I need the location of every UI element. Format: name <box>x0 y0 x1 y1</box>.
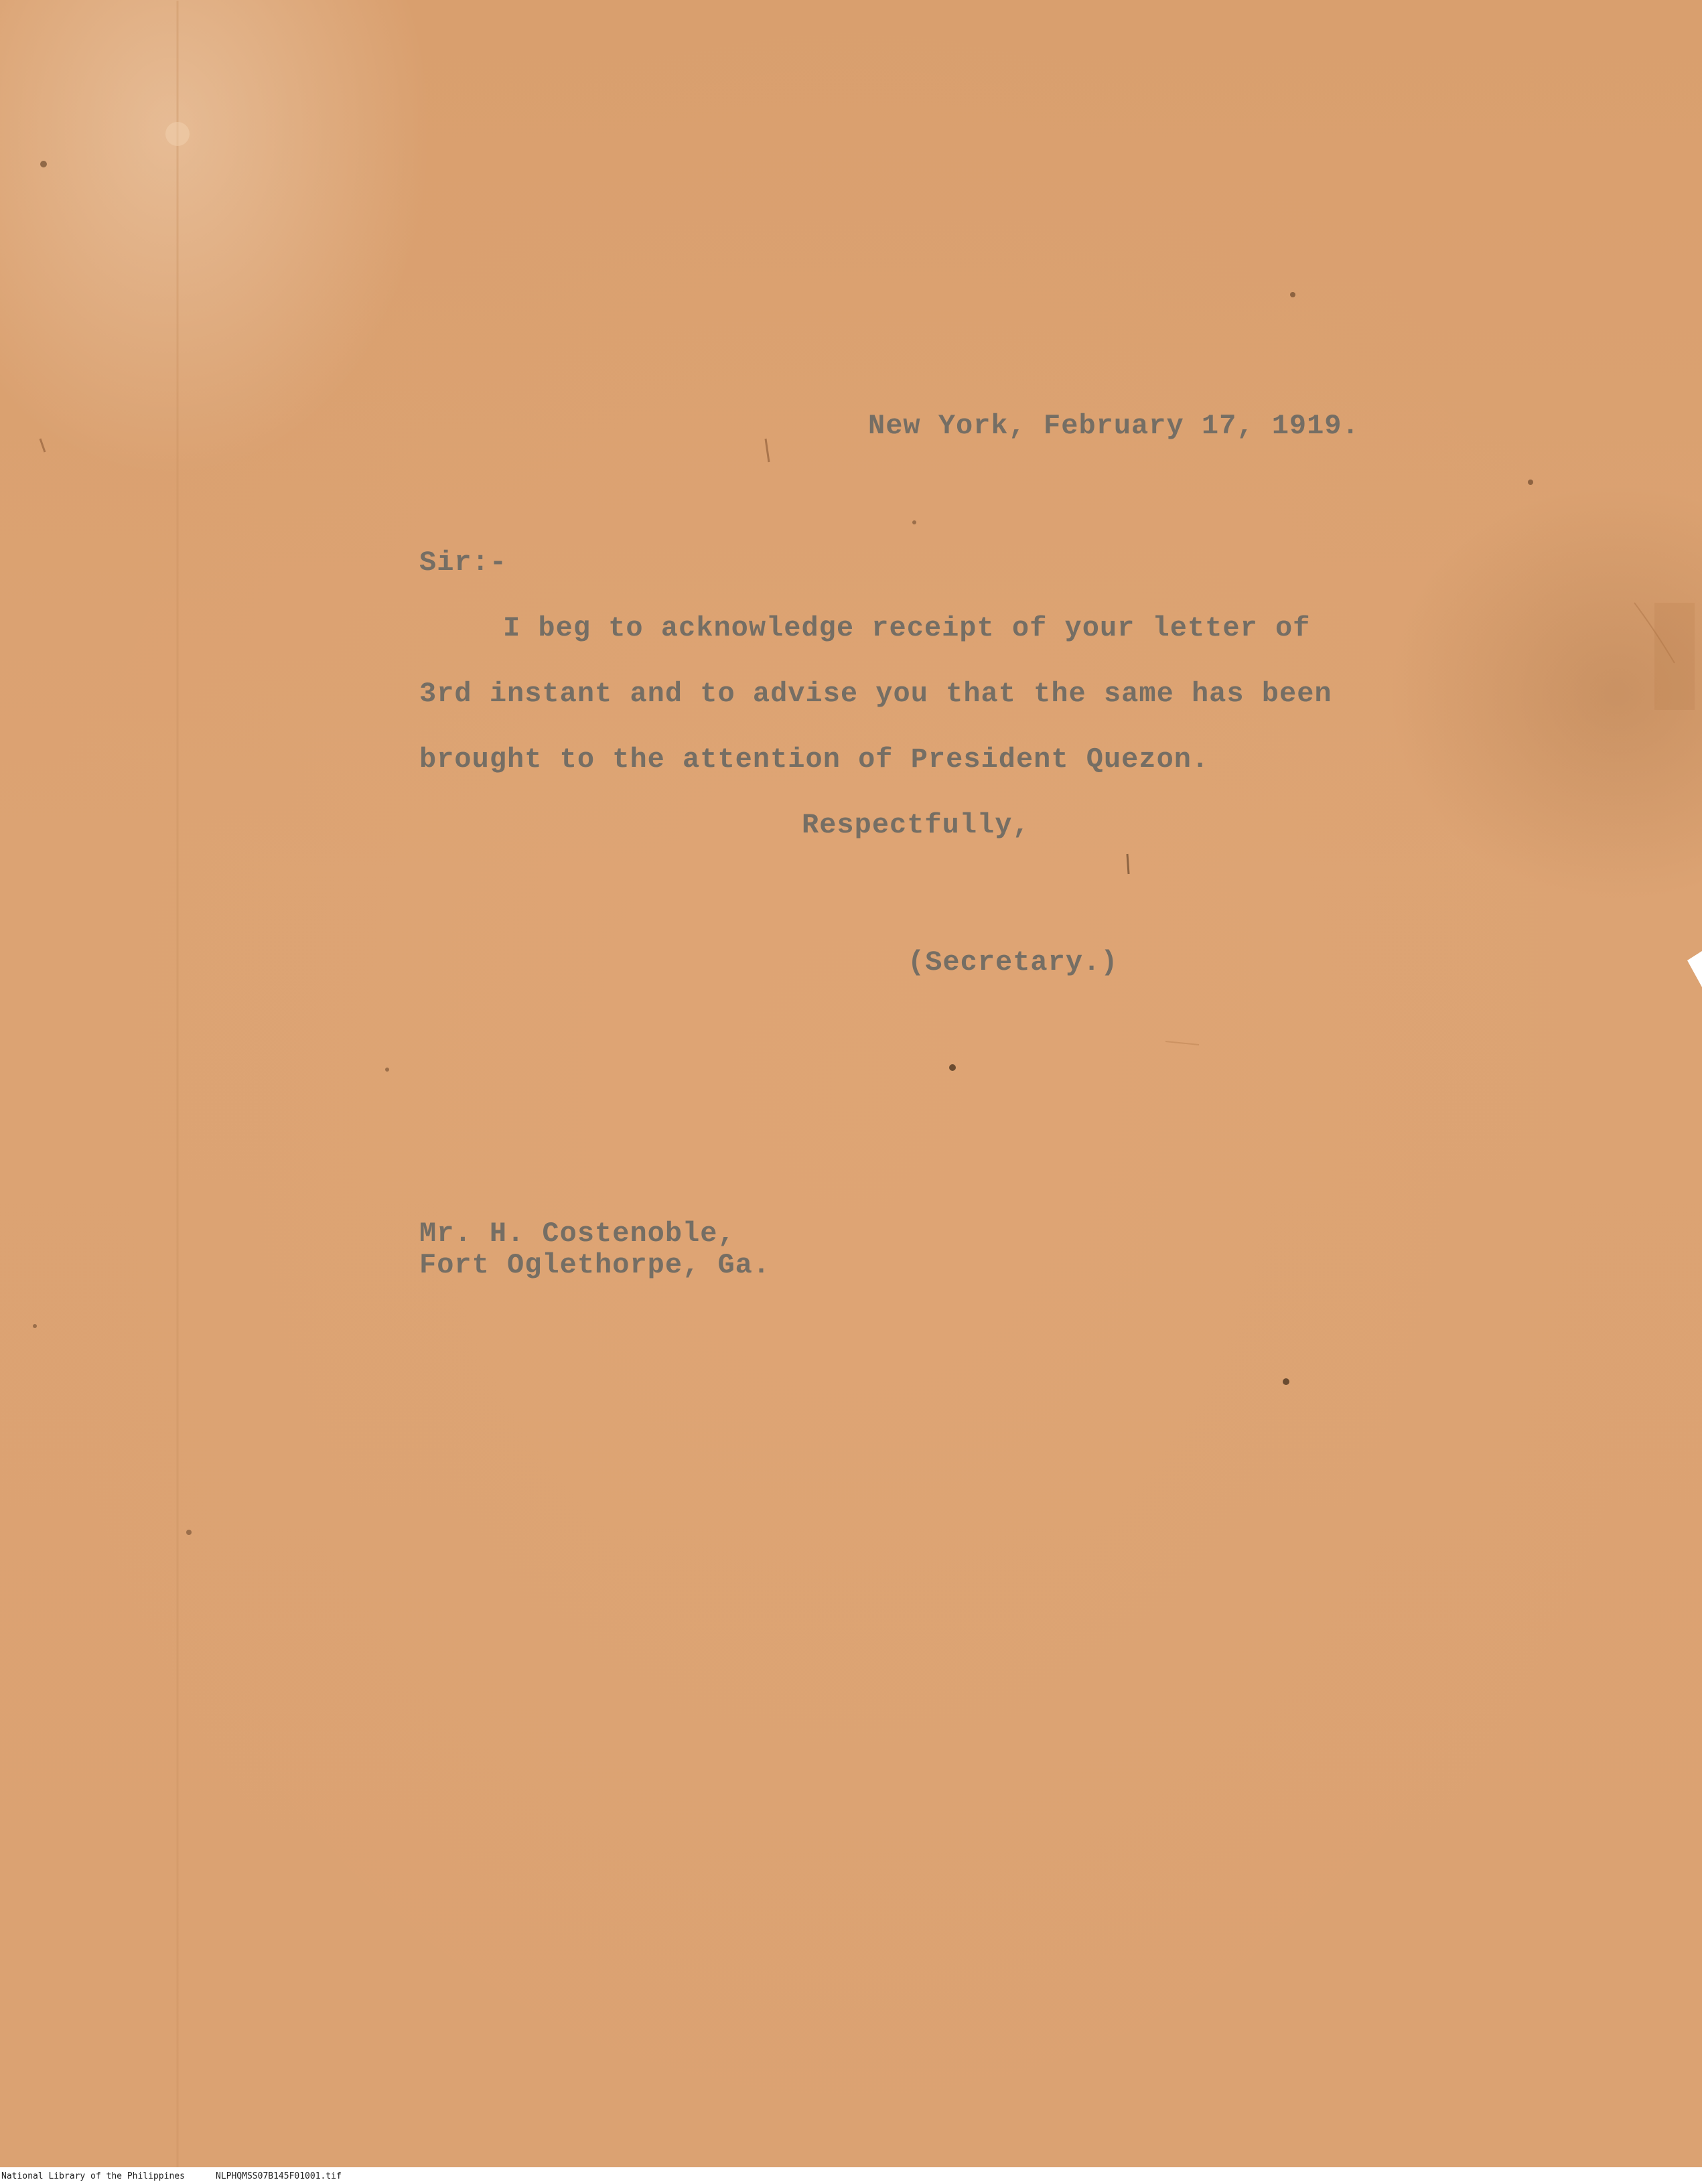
body-line-3: brought to the attention of President Quezon. <box>419 743 1210 776</box>
dateline: New York, February 17, 1919. <box>868 410 1360 442</box>
scan-footer <box>0 2170 1702 2184</box>
signature: (Secretary.) <box>908 946 1119 978</box>
footer-file-name: NLPHQMSS07B145F01001.tif <box>216 2171 342 2181</box>
salutation: Sir:- <box>419 547 508 579</box>
addressee-line-2: Fort Oglethorpe, Ga. <box>419 1249 771 1281</box>
body-line-1: I beg to acknowledge receipt of your letter of <box>503 612 1311 644</box>
footer-institution: National Library of the Philippines <box>1 2171 185 2181</box>
paper-notch <box>1687 951 1702 987</box>
addressee-line-1: Mr. H. Costenoble, <box>419 1218 735 1250</box>
closing: Respectfully, <box>802 809 1030 841</box>
body-line-2: 3rd instant and to advise you that the same has been <box>419 678 1332 710</box>
